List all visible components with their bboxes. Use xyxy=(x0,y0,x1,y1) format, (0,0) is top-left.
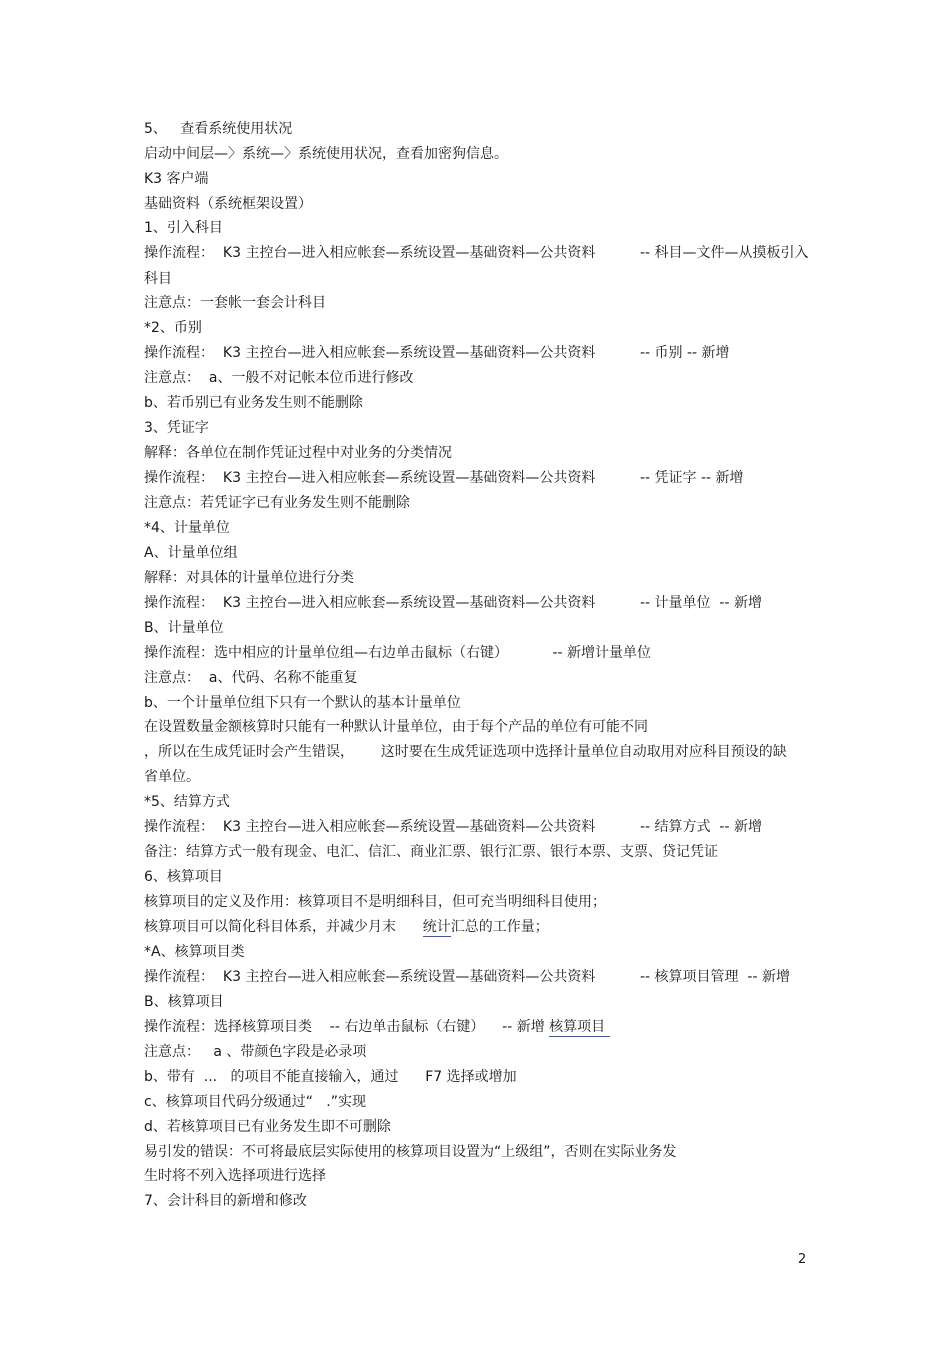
text-line: 启动中间层—〉系统—〉系统使用状况，查看加密狗信息。 xyxy=(144,146,508,162)
text-line: c、核算项目代码分级通过“ .”实现 xyxy=(144,1094,367,1110)
text-line: b、若币别已有业务发生则不能删除 xyxy=(144,395,363,411)
text-line: *5、结算方式 xyxy=(144,794,230,810)
text-line: 操作流程： K3 主控台—进入相应帐套—系统设置—基础资料—公共资料 -- 凭证字 -- 新增 xyxy=(144,470,744,486)
text-line: 注意点： a、代码、名称不能重复 xyxy=(144,670,358,686)
text-line xyxy=(144,915,549,939)
statistics-link[interactable]: 统计 xyxy=(422,919,451,935)
text-line: 操作流程：选中相应的计量单位组—右边单击鼠标（右键） -- 新增计量单位 xyxy=(144,645,652,661)
text-line: b、带有 ... 的项目不能直接输入，通过 F7 选择或增加 xyxy=(144,1069,517,1085)
text-line: A、计量单位组 xyxy=(144,545,238,561)
text-line: 注意点： a、一般不对记帐本位币进行修改 xyxy=(144,370,414,386)
text-line: 操作流程： K3 主控台—进入相应帐套—系统设置—基础资料—公共资料 -- 科目—文件—从摸板引入 xyxy=(144,245,809,261)
text-line: d、若核算项目已有业务发生即不可删除 xyxy=(144,1119,391,1135)
page-number: 2 xyxy=(798,1252,807,1267)
text-line: 生时将不列入选择项进行选择 xyxy=(144,1168,326,1184)
text-line: 5、 查看系统使用状况 xyxy=(144,121,293,137)
text-line: 在设置数量金额核算时只能有一种默认计量单位，由于每个产品的单位有可能不同 xyxy=(144,719,648,735)
text-line: 操作流程： K3 主控台—进入相应帐套—系统设置—基础资料—公共资料 -- 结算方式 -- 新增 xyxy=(144,819,762,835)
text-line: 操作流程： K3 主控台—进入相应帐套—系统设置—基础资料—公共资料 -- 计量单位 -- 新增 xyxy=(144,595,762,611)
text-line: 操作流程： K3 主控台—进入相应帐套—系统设置—基础资料—公共资料 -- 币别 -- 新增 xyxy=(144,345,730,361)
accounting-item-link[interactable]: 核算项目 xyxy=(549,1019,610,1035)
text-line: 注意点：一套帐一套会计科目 xyxy=(144,295,326,311)
text-line: *A、核算项目类 xyxy=(144,944,245,960)
text-line: 备注：结算方式一般有现金、电汇、信汇、商业汇票、银行汇票、银行本票、支票、贷记凭证 xyxy=(144,844,718,860)
text-line: 基础资料（系统框架设置） xyxy=(144,196,312,212)
text-line: 1、引入科目 xyxy=(144,220,223,236)
text-line: K3 客户端 xyxy=(144,171,209,187)
text-line: 核算项目的定义及作用：核算项目不是明细科目，但可充当明细科目使用； xyxy=(144,894,606,910)
text-segment: 核算项目可以简化科目体系，并减少月末 xyxy=(144,919,423,935)
text-line xyxy=(144,1015,610,1039)
text-line: 注意点： a 、带颜色字段是必录项 xyxy=(144,1044,367,1060)
text-line: 解释：对具体的计量单位进行分类 xyxy=(144,570,354,586)
text-line: ，所以在生成凭证时会产生错误， 这时要在生成凭证选项中选择计量单位自动取用对应科目预设的缺 xyxy=(144,744,787,760)
text-line: 省单位。 xyxy=(144,769,200,785)
text-line: 解释：各单位在制作凭证过程中对业务的分类情况 xyxy=(144,445,452,461)
text-line: 科目 xyxy=(144,271,172,287)
text-line: 易引发的错误：不可将最底层实际使用的核算项目设置为“上级组”，否则在实际业务发 xyxy=(144,1144,677,1160)
text-line: *4、计量单位 xyxy=(144,520,230,536)
text-line: B、计量单位 xyxy=(144,620,224,636)
text-line: *2、币别 xyxy=(144,320,202,336)
text-line: 操作流程： K3 主控台—进入相应帐套—系统设置—基础资料—公共资料 -- 核算项目管理 -- 新增 xyxy=(144,969,790,985)
text-line: 3、凭证字 xyxy=(144,420,209,436)
text-line: 6、核算项目 xyxy=(144,869,223,885)
text-line: 注意点：若凭证字已有业务发生则不能删除 xyxy=(144,495,410,511)
text-segment: 汇总的工作量； xyxy=(450,919,549,935)
text-line: B、核算项目 xyxy=(144,994,224,1010)
text-line: 7、会计科目的新增和修改 xyxy=(144,1193,307,1209)
text-segment: 操作流程：选择核算项目类 -- 右边单击鼠标（右键） -- 新增 xyxy=(144,1019,550,1035)
text-line: b、一个计量单位组下只有一个默认的基本计量单位 xyxy=(144,695,461,711)
